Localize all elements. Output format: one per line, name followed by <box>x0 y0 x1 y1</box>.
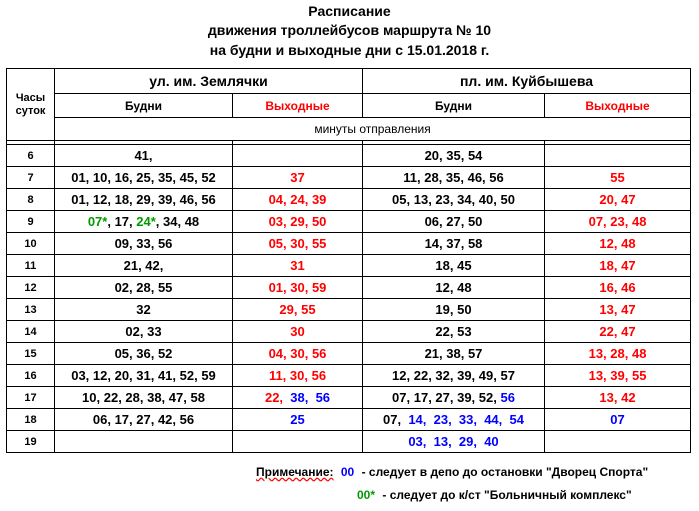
minutes-text: 18, 47 <box>599 258 636 273</box>
hour-cell: 18 <box>7 409 55 431</box>
stop1-weekend-minutes <box>233 189 363 211</box>
minutes-text: 12, 22, 32, 39, 49, 57 <box>392 368 515 383</box>
stop1-weekday-minutes <box>55 321 233 343</box>
minutes-text: 06, 17, 27, 42, 56 <box>92 412 195 427</box>
minutes-text: 25 <box>290 412 305 427</box>
stop1-weekday-minutes <box>55 299 233 321</box>
minutes-text: 04, 30, 56 <box>268 346 327 361</box>
stop2-weekday-minutes <box>363 321 545 343</box>
minutes-text: 22, 53 <box>435 324 472 339</box>
stop1-weekend-minutes <box>233 255 363 277</box>
stop2-weekday-minutes <box>363 365 545 387</box>
minutes-text: 07* <box>87 214 108 229</box>
schedule-row <box>7 343 691 365</box>
stop2-weekday-minutes <box>363 409 545 431</box>
hour-cell: 16 <box>7 365 55 387</box>
minutes-text: 20, 35, 54 <box>424 148 483 163</box>
stop2-weekday-minutes <box>363 343 545 365</box>
stop1-weekday-minutes <box>55 387 233 409</box>
hour-cell: 10 <box>7 233 55 255</box>
hour-cell: 17 <box>7 387 55 409</box>
minutes-text: 12, 48 <box>599 236 636 251</box>
schedule-row <box>7 365 691 387</box>
schedule-row <box>7 167 691 189</box>
schedule-row <box>7 255 691 277</box>
minutes-text: 12, 48 <box>435 280 472 295</box>
stop2-weekday-minutes <box>363 167 545 189</box>
stop2-weekday-minutes <box>363 387 545 409</box>
minutes-text: 02, 33 <box>125 324 162 339</box>
stop2-weekday-minutes <box>363 299 545 321</box>
stop-header-kuybysheva: пл. им. Куйбышева <box>363 69 691 94</box>
minutes-text: 20, 47 <box>599 192 636 207</box>
weekdays-header-stop1: Будни <box>55 94 233 118</box>
minutes-text: 13, 39, 55 <box>588 368 647 383</box>
stop1-weekday-minutes <box>55 277 233 299</box>
stop1-weekend-minutes <box>233 167 363 189</box>
stop2-weekend-minutes <box>545 387 691 409</box>
stop1-weekday-minutes <box>55 189 233 211</box>
minutes-text: 07, 23, 48 <box>588 214 647 229</box>
title-line-2: движения троллейбусов маршрута № 10 <box>207 22 492 38</box>
stop2-weekday-minutes <box>363 211 545 233</box>
stop1-weekday-minutes <box>55 233 233 255</box>
stop1-weekend-minutes <box>233 233 363 255</box>
minutes-text: 29, 55 <box>279 302 316 317</box>
note-line-1 <box>256 465 648 479</box>
minutes-text: , 17, <box>107 214 137 229</box>
minutes-text: 21, 42, <box>123 258 164 273</box>
stop1-weekday-minutes <box>55 167 233 189</box>
minutes-text: 56 <box>500 390 515 405</box>
stop2-weekend-minutes <box>545 211 691 233</box>
stop1-weekday-minutes <box>55 343 233 365</box>
title-line-1: Расписание <box>308 3 391 19</box>
stop2-weekend-minutes <box>545 167 691 189</box>
stop1-weekday-minutes <box>55 255 233 277</box>
stop-header-zemlyachki: ул. им. Землячки <box>55 69 363 94</box>
stop2-weekday-minutes <box>363 145 545 167</box>
minutes-text: 05, 30, 55 <box>268 236 327 251</box>
minutes-text: 03, 13, 29, 40 <box>408 434 499 449</box>
stop2-weekend-minutes <box>545 343 691 365</box>
minutes-text: 13, 28, 48 <box>588 346 647 361</box>
minutes-text: 04, 24, 39 <box>268 192 327 207</box>
stop1-weekend-minutes <box>233 321 363 343</box>
stop2-weekend-minutes <box>545 255 691 277</box>
note-text-hospital: - следует до к/ст "Больничный комплекс" <box>382 488 632 502</box>
stop1-weekend-minutes <box>233 365 363 387</box>
stop2-weekday-minutes <box>363 277 545 299</box>
minutes-text: 07, <box>383 412 409 427</box>
minutes-text: 02, 28, 55 <box>114 280 173 295</box>
minutes-text: 11, 30, 56 <box>268 368 327 383</box>
stop2-weekday-minutes <box>363 255 545 277</box>
hour-cell: 11 <box>7 255 55 277</box>
minutes-text: 10, 22, 28, 38, 47, 58 <box>82 390 205 405</box>
stop2-weekday-minutes <box>363 233 545 255</box>
schedule-row <box>7 233 691 255</box>
stop1-weekend-minutes <box>233 409 363 431</box>
hour-cell: 6 <box>7 145 55 167</box>
minutes-text: 03, 29, 50 <box>268 214 327 229</box>
minutes-text: 22, <box>264 390 284 405</box>
minutes-text: 14, 37, 58 <box>424 236 483 251</box>
stop1-weekday-minutes <box>55 365 233 387</box>
note-text-depot: - следует в депо до остановки "Дворец Спорта" <box>361 465 649 479</box>
minutes-text: 05, 13, 23, 34, 40, 50 <box>392 192 515 207</box>
schedule-row <box>7 299 691 321</box>
stop2-weekend-minutes <box>545 233 691 255</box>
note-code-depot: 00 <box>340 465 355 479</box>
minutes-text: 18, 45 <box>435 258 472 273</box>
minutes-text: 24* <box>136 214 156 229</box>
weekdays-header-stop2: Будни <box>363 94 545 118</box>
hour-cell: 8 <box>7 189 55 211</box>
note-label: Примечание: <box>256 465 334 479</box>
schedule-row <box>7 211 691 233</box>
stop1-weekday-minutes <box>55 431 233 453</box>
minutes-text: 11, 28, 35, 46, 56 <box>403 170 504 185</box>
stop1-weekend-minutes <box>233 387 363 409</box>
minutes-text: 01, 10, 16, 25, 35, 45, 52 <box>71 170 216 185</box>
minutes-text: 01, 12, 18, 29, 39, 46, 56 <box>71 192 216 207</box>
title-line-3: на будни и выходные дни с 15.01.2018 г. <box>209 42 490 58</box>
stop2-weekend-minutes <box>545 299 691 321</box>
hour-cell: 15 <box>7 343 55 365</box>
minutes-text: 09, 33, 56 <box>114 236 173 251</box>
stop2-weekend-minutes <box>545 431 691 453</box>
minutes-text: 06, 27, 50 <box>424 214 483 229</box>
stop1-weekend-minutes <box>233 299 363 321</box>
schedule-row <box>7 189 691 211</box>
minutes-text: 16, 46 <box>599 280 636 295</box>
note-code-hospital: 00* <box>357 488 376 502</box>
stop2-weekend-minutes <box>545 321 691 343</box>
minutes-text: 19, 50 <box>435 302 472 317</box>
schedule-row <box>7 321 691 343</box>
hour-cell: 9 <box>7 211 55 233</box>
hours-header-line-2: суток <box>15 104 46 117</box>
schedule-row <box>7 431 691 453</box>
minutes-text: 30 <box>290 324 305 339</box>
stop2-weekend-minutes <box>545 409 691 431</box>
minutes-text: 14, 23, 33, 44, 54 <box>408 412 524 427</box>
minutes-text: 21, 38, 57 <box>424 346 483 361</box>
hours-header-line-1: Часы <box>15 91 46 104</box>
minutes-text: 07 <box>610 412 625 427</box>
note-line-2 <box>357 488 632 502</box>
stop1-weekend-minutes <box>233 431 363 453</box>
schedule-row <box>7 409 691 431</box>
minutes-text: 38, 56 <box>283 390 331 405</box>
stop2-weekday-minutes <box>363 431 545 453</box>
stop2-weekend-minutes <box>545 365 691 387</box>
hour-cell: 12 <box>7 277 55 299</box>
stop2-weekend-minutes <box>545 277 691 299</box>
minutes-text: 37 <box>290 170 305 185</box>
weekends-header-stop1: Выходные <box>233 94 363 118</box>
schedule-table <box>6 68 691 453</box>
hour-cell: 7 <box>7 167 55 189</box>
stop2-weekend-minutes <box>545 189 691 211</box>
minutes-text: 05, 36, 52 <box>114 346 173 361</box>
minutes-text: 22, 47 <box>599 324 636 339</box>
minutes-text: 07, 17, 27, 39, 52, <box>392 390 501 405</box>
stop1-weekend-minutes <box>233 343 363 365</box>
schedule-row <box>7 387 691 409</box>
stop2-weekend-minutes <box>545 145 691 167</box>
hour-cell: 14 <box>7 321 55 343</box>
minutes-text: , 34, 48 <box>155 214 200 229</box>
stop1-weekend-minutes <box>233 145 363 167</box>
minutes-text: 32 <box>136 302 151 317</box>
minutes-text: 13, 47 <box>599 302 636 317</box>
hour-cell: 13 <box>7 299 55 321</box>
schedule-row <box>7 145 691 167</box>
stop1-weekday-minutes <box>55 409 233 431</box>
minutes-text: 31 <box>290 258 305 273</box>
minutes-text: 55 <box>610 170 625 185</box>
schedule-row <box>7 277 691 299</box>
stop1-weekday-minutes <box>55 211 233 233</box>
minutes-text: 13, 42 <box>599 390 636 405</box>
minutes-header: минуты отправления <box>55 118 691 141</box>
hours-header <box>7 69 55 141</box>
stop2-weekday-minutes <box>363 189 545 211</box>
weekends-header-stop2: Выходные <box>545 94 691 118</box>
stop1-weekday-minutes <box>55 145 233 167</box>
stop1-weekend-minutes <box>233 277 363 299</box>
minutes-text: 03, 12, 20, 31, 41, 52, 59 <box>71 368 216 383</box>
minutes-text: 01, 30, 59 <box>268 280 327 295</box>
minutes-text: 41, <box>134 148 153 163</box>
stop1-weekend-minutes <box>233 211 363 233</box>
hour-cell: 19 <box>7 431 55 453</box>
